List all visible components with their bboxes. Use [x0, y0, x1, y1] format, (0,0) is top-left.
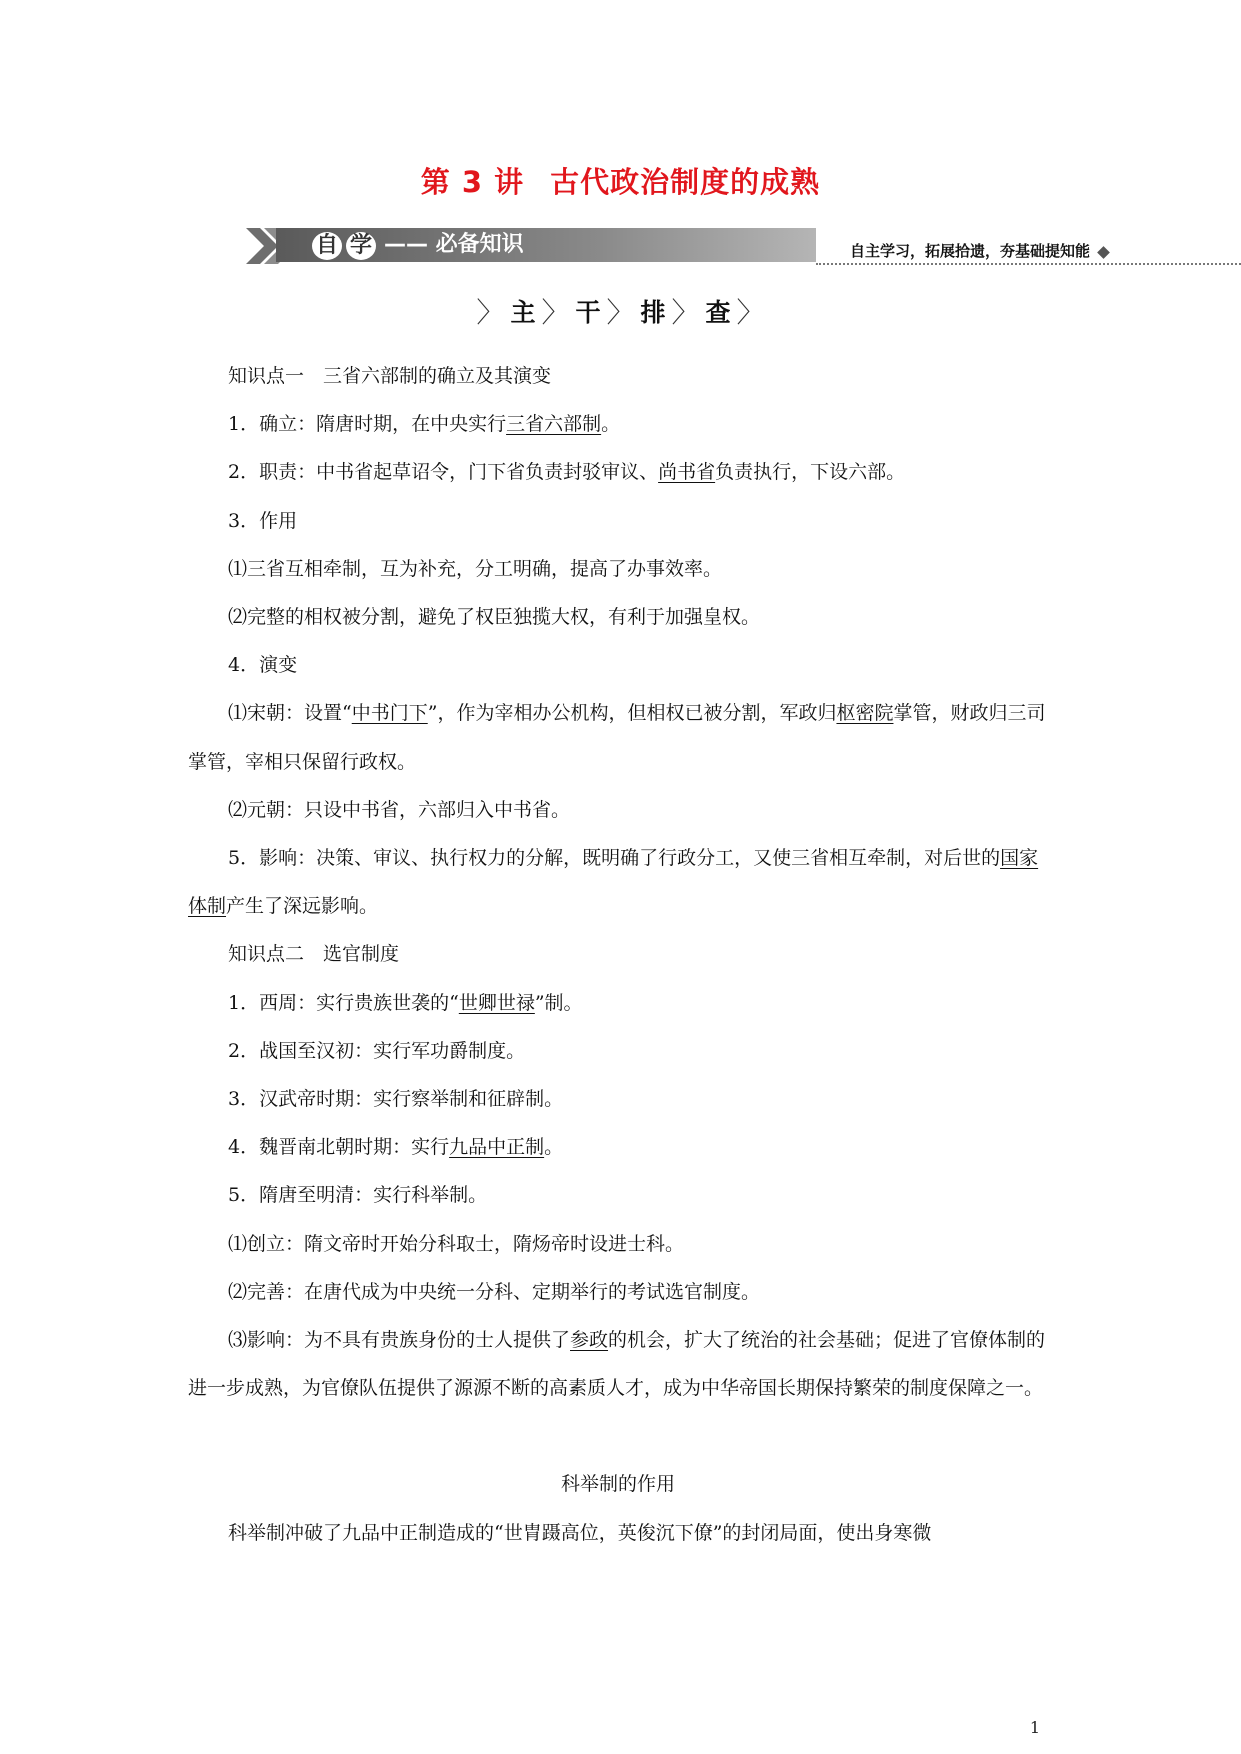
text-run: 负责执行，下设六部。 — [715, 461, 906, 484]
kp1-item-1 — [188, 400, 1048, 448]
underlined-term: 尚书省 — [658, 461, 716, 484]
text-run: 5．影响：决策、审议、执行权力的分解，既明确了行政分工，又使三省相互牵制，对后世的 — [228, 847, 1001, 870]
text-run: ⑶影响：为不具有贵族身份的士人提供了 — [228, 1329, 571, 1352]
section-banner — [246, 224, 1116, 268]
underlined-term: 世卿世禄 — [458, 991, 535, 1014]
aside-title: 科举制的作用 — [560, 1473, 675, 1496]
text-run: 产生了深远影响。 — [226, 895, 379, 918]
page-title — [0, 160, 1241, 201]
kp2-item-3: 3．汉武帝时期：实行察举制和征辟制。 — [228, 1088, 564, 1111]
kp2-heading: 知识点二 选官制度 — [228, 943, 400, 966]
kp2-item-1 — [188, 979, 1048, 1027]
underlined-term: 参政 — [570, 1329, 609, 1352]
kp1-item-4-1 — [188, 689, 1048, 785]
section-tag-char-1: 主 — [510, 298, 536, 327]
banner-badge-1: 自 — [312, 232, 342, 260]
kp1-item-4-2: ⑵元朝：只设中书省，六部归入中书省。 — [228, 798, 571, 821]
kp1-item-2 — [188, 448, 1048, 496]
banner-dotted-line — [816, 263, 1241, 265]
text-run: ⑴宋朝：设置“ — [228, 702, 352, 725]
kp2-item-5-2: ⑵完善：在唐代成为中央统一分科、定期举行的考试选官制度。 — [228, 1280, 761, 1303]
chevron-right-icon: 〉 — [541, 296, 570, 329]
kp1-item-5 — [188, 834, 1048, 930]
banner-text: —— 必备知识 — [384, 232, 524, 257]
chevron-right-icon: 〉 — [606, 296, 635, 329]
underlined-term: 九品中正制 — [449, 1136, 545, 1159]
section-tag-char-3: 排 — [640, 298, 666, 327]
page-number: 1 — [1029, 1718, 1040, 1737]
kp2-item-5-1: ⑴创立：隋文帝时开始分科取士，隋炀帝时设进士科。 — [228, 1232, 685, 1255]
kp2-item-2: 2．战国至汉初：实行军功爵制度。 — [228, 1039, 526, 1062]
kp2-item-4 — [188, 1123, 1048, 1171]
spacer — [188, 1412, 1048, 1460]
kp1-heading: 知识点一 三省六部制的确立及其演变 — [228, 365, 552, 387]
kp2-item-5: 5．隋唐至明清：实行科举制。 — [228, 1184, 488, 1207]
banner-slogan: 自主学习，拓展拾遗，夯基础提知能 — [849, 242, 1090, 260]
text-run: 1．西周：实行贵族世袭的“ — [228, 991, 459, 1014]
text-run: 的机会，扩大了统治的社会基础；促进了官僚体制的进一步成熟，为官僚队伍提供了源源不断的高素质人才，成为中华帝国长期保持繁荣的制度保障之一。 — [188, 1329, 1046, 1400]
document-body — [188, 352, 1048, 1557]
kp2-item-5-3 — [188, 1316, 1048, 1412]
text-run: ”，作为宰相办公机构，但相权已被分割，军政归 — [427, 702, 837, 725]
kp1-item-3-2: ⑵完整的相权被分割，避免了权臣独揽大权，有利于加强皇权。 — [228, 606, 761, 629]
underlined-term: 三省六部制 — [506, 413, 602, 436]
text-run: ”制。 — [534, 991, 583, 1014]
banner-badge-2: 学 — [346, 232, 376, 260]
section-tag-char-2: 干 — [575, 298, 601, 327]
underlined-term: 国家体制 — [188, 847, 1039, 918]
kp1-item-3-1: ⑴三省互相牵制，互为补充，分工明确，提高了办事效率。 — [228, 557, 723, 580]
kp1-item-4: 4．演变 — [228, 654, 298, 677]
text-run: 2．职责：中书省起草诏令，门下省负责封驳审议、 — [228, 461, 659, 484]
chevron-right-icon: 〉 — [476, 296, 505, 329]
text-run: 。 — [601, 413, 621, 436]
text-run: 4．魏晋南北朝时期：实行 — [228, 1136, 450, 1159]
section-tag — [0, 296, 1241, 330]
text-run: 。 — [544, 1136, 564, 1159]
underlined-term: 枢密院 — [836, 702, 894, 725]
aside-text: 科举制冲破了九品中正制造成的“世胄蹑高位，英俊沉下僚”的封闭局面，使出身寒微 — [228, 1521, 932, 1544]
text-run: 1．确立：隋唐时期，在中央实行 — [228, 413, 507, 436]
diamond-icon — [1097, 246, 1110, 259]
chevron-right-icon: 〉 — [736, 296, 765, 329]
lecture-number: 第 3 讲 — [420, 165, 525, 199]
text-run: 掌管，财政归三司掌管，宰相只保留行政权。 — [188, 702, 1046, 773]
kp1-item-3: 3．作用 — [228, 509, 298, 532]
lecture-title: 古代政治制度的成熟 — [550, 165, 821, 199]
chevron-right-icon: 〉 — [671, 296, 700, 329]
section-tag-char-4: 查 — [705, 298, 731, 327]
underlined-term: 中书门下 — [351, 702, 428, 725]
